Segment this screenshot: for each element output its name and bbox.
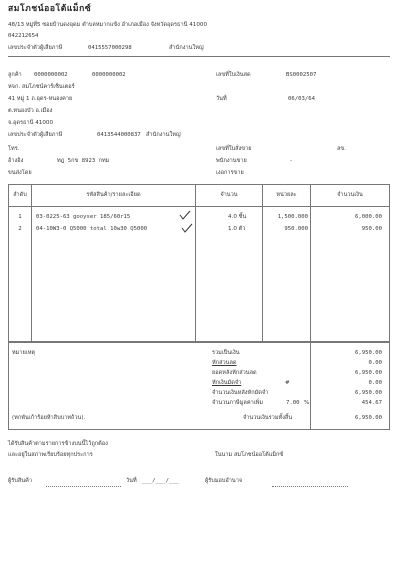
receive-date-label: วันที่ <box>126 478 137 484</box>
sum-label-grand-total: จำนวนเงินรวมทั้งสิ้น <box>243 415 293 421</box>
company-name: สมโภชน์ออโต้แม็กซ์ <box>8 4 92 14</box>
company-tax-id: 0415557000298 <box>88 45 132 51</box>
doc-no-label: เลขที่ใบเงินสด <box>216 72 251 78</box>
sum-value-vat: 454.67 <box>361 400 382 406</box>
th-unit: หน่วยละ <box>276 192 297 198</box>
customer-code-1: 0000000002 <box>34 72 68 78</box>
ref-value: ทฎ 5กข 8923 กทม <box>57 158 110 164</box>
customer-code-2: 0000000002 <box>92 72 126 78</box>
doc-date-label: วันที่ <box>216 96 227 102</box>
row-unit: 1,500.000 <box>277 214 308 220</box>
sum-value-grand-total: 6,950.00 <box>355 415 382 421</box>
sum-label-deposit: หักเงินมัดจำ <box>212 380 242 386</box>
items-header-line <box>8 206 390 207</box>
footer-receipt-line-2: และอยู่ในสภาพเรียบร้อยทุกประการ <box>8 452 93 458</box>
tel-label: โทร. <box>8 146 20 152</box>
customer-branch: สำนักงานใหญ่ <box>146 132 181 138</box>
receive-date-blank: ___/___/___ <box>142 478 180 484</box>
footer-on-behalf: ในนาม สมโภชน์ออโต้แม็กซ์ <box>215 452 284 458</box>
signer-label: ผู้รับมอบอำนาจ <box>205 478 243 484</box>
ship-no-label: ลข. <box>337 146 347 152</box>
sum-label-vat: จำนวนภาษีมูลค่าเพิ่ม <box>212 400 264 406</box>
customer-addr-1: 41 หมู่ 1 ถ.อุดร-หนองคาย <box>8 96 73 102</box>
checkmark-icon <box>181 223 193 233</box>
terms-label: เงอการขาย <box>216 170 244 176</box>
row-no: 2 <box>18 226 22 232</box>
sales-value: - <box>290 158 293 164</box>
row-no: 1 <box>18 214 22 220</box>
sum-label-total: รวมเป็นเงิน <box>212 350 240 356</box>
ship-by-label: ขนส่งโดย <box>8 170 32 176</box>
company-phone: 042212654 <box>8 33 39 39</box>
ref-label: อ้างอิง <box>8 158 24 164</box>
amount-in-words: (หกพันเก้าร้อยห้าสิบบาทถ้วน). <box>12 415 86 421</box>
sum-label-after-deposit: จำนวนเงินหลังหักมัดจำ <box>212 390 269 396</box>
row-desc: 04-10W3-0 Q5000 total 10w30 Q5000 <box>36 226 148 232</box>
row-qty: 1.0 ตัว <box>228 226 246 232</box>
company-address: 48/13 หมู่ที่5 ซอยบ้านดงอุดม ตำบลหมากแข้ง อำเภอเมือง จังหวัดอุดรธานี 41000 <box>8 22 208 28</box>
sum-value-after-discount: 6,950.00 <box>355 370 382 376</box>
signer-signature-line <box>272 486 348 487</box>
note-label: หมายเหตุ <box>12 350 36 356</box>
doc-date-value: 06/03/64 <box>288 96 315 102</box>
row-qty: 4.0 ชิ้น <box>228 214 247 220</box>
receiver-signature-line <box>46 486 121 487</box>
col-sep-4 <box>310 184 311 342</box>
row-amount: 950.00 <box>361 226 382 232</box>
sum-value-after-deposit: 6,950.00 <box>355 390 382 396</box>
deposit-hash: # <box>285 380 290 386</box>
sum-value-total: 6,950.00 <box>355 350 382 356</box>
customer-addr-2: ต.หนองบัว อ.เมือง <box>8 108 53 114</box>
col-sep-3 <box>262 184 263 342</box>
sum-value-discount: 0.00 <box>368 360 382 366</box>
th-qty: จำนวน <box>220 192 238 198</box>
row-unit: 950.000 <box>284 226 308 232</box>
footer-receipt-line-1: ได้รับสินค้าตามรายการข้างบนนี้ไว้ถูกต้อง <box>8 441 108 447</box>
sales-label: พนักงานขาย <box>216 158 247 164</box>
customer-tax-label: เลขประจำตัวผู้เสียภาษี <box>8 132 63 138</box>
checkmark-icon <box>179 210 191 220</box>
items-table <box>8 184 390 342</box>
sum-value-deposit: 0.00 <box>368 380 382 386</box>
order-no-label: เลขที่ใบสั่งขาย <box>216 146 252 152</box>
sum-label-discount: หักส่วนลด <box>212 360 237 366</box>
customer-name: หจก. สมโภชน์คาร์เซ็นเตอร์ <box>8 84 75 90</box>
col-sep-1 <box>31 184 32 342</box>
company-tax-label: เลขประจำตัวผู้เสียภาษี <box>8 45 63 51</box>
customer-tax-id: 0413544000837 <box>97 132 141 138</box>
customer-addr-3: จ.อุดรธานี 41000 <box>8 120 54 126</box>
receiver-label: ผู้รับสินค้า <box>8 478 32 484</box>
header-divider <box>8 56 390 57</box>
col-sep-2 <box>195 184 196 342</box>
doc-no-value: BS0002507 <box>286 72 317 78</box>
vat-percent: % <box>304 400 310 406</box>
vat-rate: 7.00 <box>286 400 300 406</box>
row-amount: 6,000.00 <box>355 214 382 220</box>
th-no: ลำดับ <box>13 192 27 198</box>
th-desc: รหัสสินค้า/รายละเอียด <box>86 192 141 198</box>
sum-label-after-discount: ยอดหลังหักส่วนลด <box>212 370 257 376</box>
row-desc: 03-0225-63 gooyser 185/60r15 <box>36 214 131 220</box>
company-branch: สำนักงานใหญ่ <box>169 45 204 51</box>
th-amount: จำนวนเงิน <box>337 192 363 198</box>
customer-code-label: ลูกค้า <box>8 72 22 78</box>
